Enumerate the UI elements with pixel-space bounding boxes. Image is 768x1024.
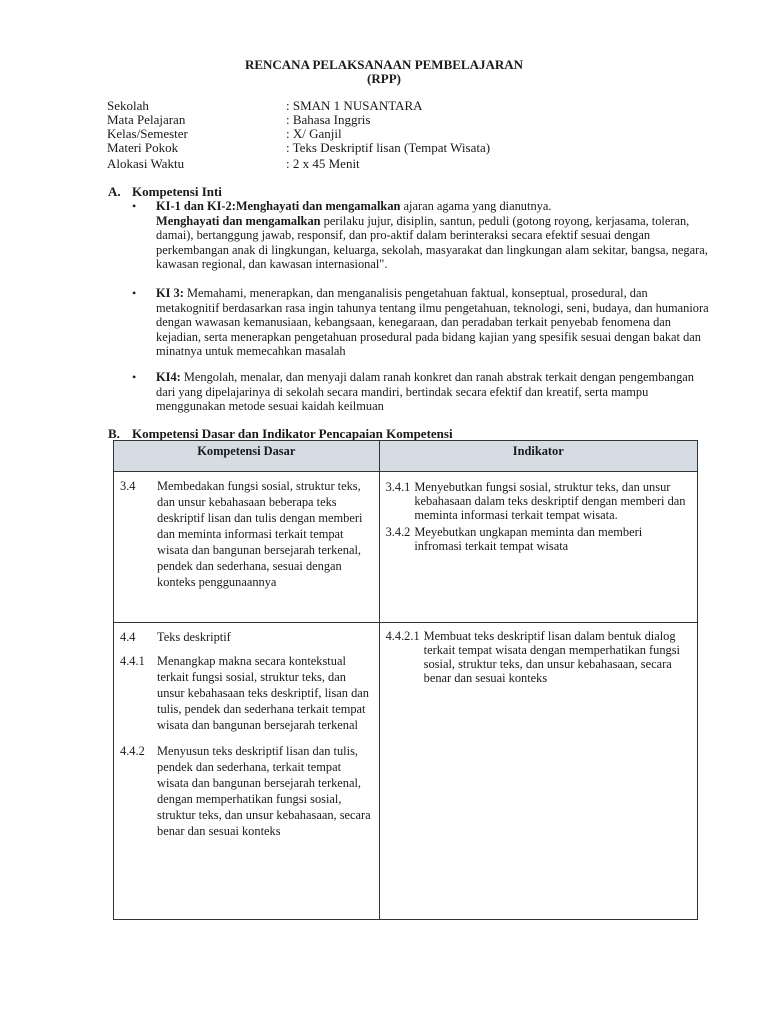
kd-cell bbox=[114, 472, 380, 623]
indikator-number: 3.4.2 bbox=[385, 525, 411, 539]
document-title: RENCANA PELAKSANAAN PEMBELAJARAN bbox=[244, 57, 524, 72]
ki3-bold-lead: KI 3: bbox=[156, 286, 184, 300]
section-title: Kompetensi Inti bbox=[132, 184, 222, 199]
kd-text: Membedakan fungsi sosial, struktur teks, dan unsur kebahasaan beberapa teks deskriptif lisan dan tulis dengan memberi dan meminta informasi terkait tempat wisata dan bangunan bersejarah terkenal, pendek dan sederhana, sesuai dengan konteks penggunaannya bbox=[157, 479, 363, 589]
kd-number: 4.4 bbox=[120, 630, 136, 644]
table-row bbox=[114, 472, 698, 623]
ki12-bold-lead: KI-1 dan KI-2:Menghayati dan mengamalkan bbox=[156, 199, 401, 213]
kd-text: Teks deskriptif bbox=[157, 630, 231, 644]
kd-number: 4.4.2 bbox=[120, 744, 145, 758]
indikator-item bbox=[386, 480, 691, 522]
ki-3-item bbox=[132, 286, 710, 359]
info-label: Mata Pelajaran bbox=[107, 112, 186, 127]
kd-number: 4.4.1 bbox=[120, 654, 145, 668]
kd-number: 3.4 bbox=[120, 479, 136, 493]
ki4-bold-lead: KI4: bbox=[156, 370, 181, 384]
ki-1-2-item bbox=[132, 199, 710, 272]
kd-cell bbox=[114, 623, 380, 920]
info-value: : 2 x 45 Menit bbox=[286, 156, 360, 171]
info-value: : X/ Ganjil bbox=[286, 126, 342, 141]
column-header-kd: Kompetensi Dasar bbox=[114, 441, 380, 472]
indikator-cell bbox=[379, 623, 697, 920]
document-subtitle: (RPP) bbox=[367, 71, 401, 86]
indikator-text: Membuat teks deskriptif lisan dalam bentuk dialog terkait tempat wisata dengan memperhatikan fungsi sosial, struktur teks, dan unsur kebahasaan, secara benar dan sesuai konteks bbox=[423, 629, 680, 685]
kd-item bbox=[120, 478, 373, 590]
table-row bbox=[114, 623, 698, 920]
ki-4-item bbox=[132, 370, 710, 414]
kd-item bbox=[120, 653, 373, 733]
info-alokasi-waktu bbox=[107, 157, 360, 171]
info-materi-pokok bbox=[107, 141, 490, 155]
column-header-indikator: Indikator bbox=[379, 441, 697, 472]
section-a-heading bbox=[108, 185, 222, 199]
indikator-item bbox=[386, 629, 691, 685]
info-label: Sekolah bbox=[107, 98, 149, 113]
indikator-number: 3.4.1 bbox=[385, 480, 411, 494]
info-label: Kelas/Semester bbox=[107, 126, 188, 141]
kd-text: Menyusun teks deskriptif lisan dan tulis, pendek dan sederhana, terkait tempat wisata dan bangunan bersejarah terkenal, dengan memperhatikan fungsi sosial, struktur teks, dan unsur kebahasaan, secara benar dan sesuai konteks bbox=[157, 744, 371, 838]
kd-text: Menangkap makna secara kontekstual terkait fungsi sosial, struktur teks, dan unsur kebahasaan teks deskriptif, lisan dan tulis, pendek dan sederhana terkait tempat wisata dan bangunan bersejarah terkenal bbox=[157, 654, 369, 732]
section-letter: B. bbox=[108, 426, 120, 441]
info-mata-pelajaran bbox=[107, 113, 370, 127]
indikator-item bbox=[386, 525, 691, 553]
section-title: Kompetensi Dasar dan Indikator Pencapaian Kompetensi bbox=[132, 426, 453, 441]
kd-item bbox=[120, 629, 373, 645]
table-header-row bbox=[114, 441, 698, 472]
ki3-text: Memahami, menerapkan, dan menganalisis pengetahuan faktual, konseptual, prosedural, dan metakognitif berdasarkan rasa ingin tahunya tentang ilmu pengetahuan, teknologi, seni, budaya, dan humaniora dengan wawasan kemanusiaan, kebangsaan, kenegaraan, dan peradaban terkait penyebab fenomena dan kejadian, serta menerapkan pengetahuan prosedural pada bidang kajian yang spesifik sesuai dengan bakat dan minatnya untuk memecahkan masalah bbox=[156, 286, 709, 359]
ki12-text-second: perilaku jujur, disiplin, santun, peduli (gotong royong, kerjasama, toleran, damai), bertanggung jawab, responsif, dan pro-aktif dalam berinteraksi secara efektif sesuai dengan perkembangan anak di lingkungan, keluarga, sekolah, masyarakat dan lingkungan alam sekitar, bangsa, negara, kawasan regional, dan kawasan internasional". bbox=[156, 213, 708, 272]
info-sekolah bbox=[107, 99, 423, 113]
info-value: : SMAN 1 NUSANTARA bbox=[286, 98, 423, 113]
info-value: : Teks Deskriptif lisan (Tempat Wisata) bbox=[286, 140, 491, 155]
section-letter: A. bbox=[108, 184, 121, 199]
bullet-icon: • bbox=[132, 286, 137, 300]
ki12-bold-second: Menghayati dan mengamalkan bbox=[156, 213, 321, 228]
info-label: Materi Pokok bbox=[107, 140, 179, 155]
kompetensi-table bbox=[113, 440, 698, 920]
section-b-heading bbox=[108, 427, 453, 441]
bullet-icon: • bbox=[132, 370, 137, 384]
indikator-number: 4.4.2.1 bbox=[385, 629, 420, 643]
info-label: Alokasi Waktu bbox=[107, 156, 185, 171]
kd-item bbox=[120, 743, 373, 839]
indikator-cell bbox=[379, 472, 697, 623]
info-kelas-semester bbox=[107, 127, 342, 141]
bullet-icon: • bbox=[132, 199, 137, 213]
ki4-text: Mengolah, menalar, dan menyaji dalam ranah konkret dan ranah abstrak terkait dengan pengembangan dari yang dipelajarinya di sekolah secara mandiri, bertindak secara efektif dan kreatif, serta mampu menggunakan metode sesuai kaidah keilmuan bbox=[156, 370, 694, 414]
info-value: : Bahasa Inggris bbox=[286, 112, 371, 127]
indikator-text: Meyebutkan ungkapan meminta dan memberi infromasi terkait tempat wisata bbox=[414, 525, 643, 553]
indikator-text: Menyebutkan fungsi sosial, struktur teks, dan unsur kebahasaan dalam teks deskriptif dengan memberi dan meminta informasi terkait tempat wisata. bbox=[414, 480, 686, 522]
ki12-text: ajaran agama yang dianutnya. bbox=[400, 199, 552, 213]
